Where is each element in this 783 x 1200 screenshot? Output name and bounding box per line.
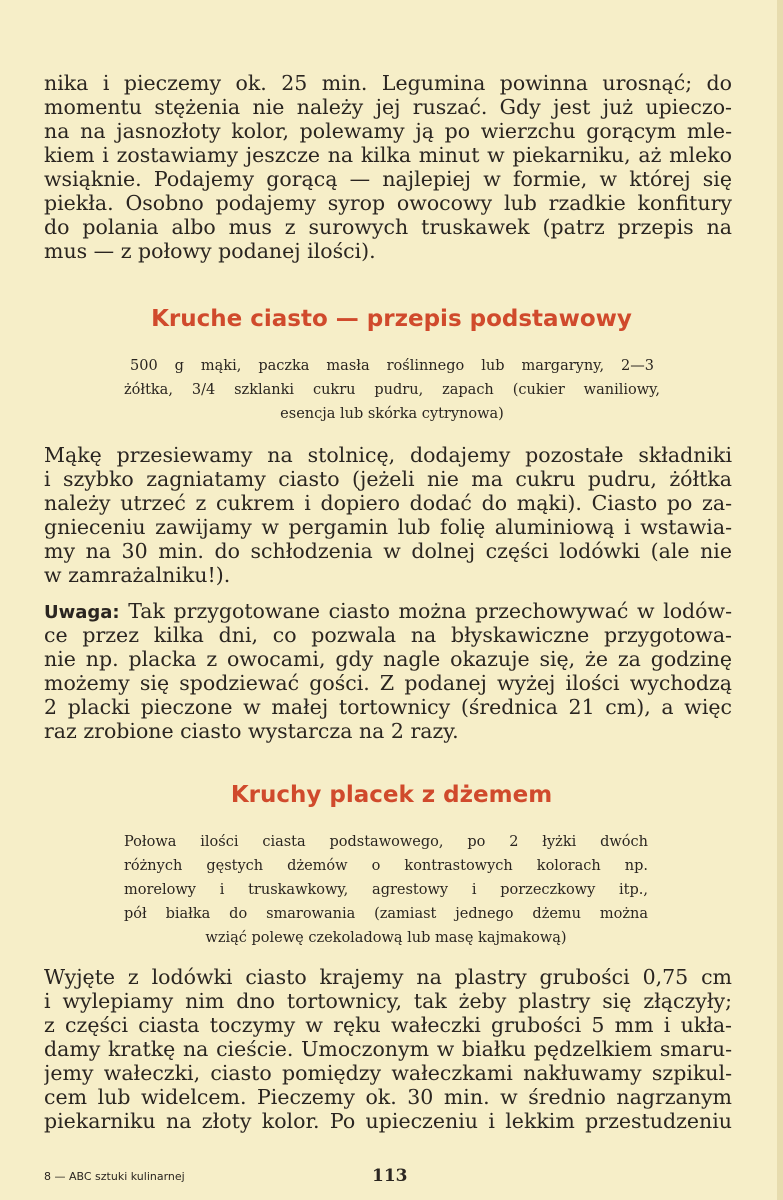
ingredient-line: 500 g mąki, paczka masła roślinnego lub margaryny, 2—3 bbox=[130, 358, 654, 374]
note-line: ce przez kilka dni, co pozwala na błyskawiczne przygotowa- bbox=[44, 624, 732, 647]
method-line: i szybko zagniatamy ciasto (jeżeli nie ma cukru pudru, żółtka bbox=[44, 468, 732, 491]
method-line: cem lub widelcem. Pieczemy ok. 30 min. w średnio nagrzanym bbox=[44, 1086, 732, 1109]
ingredient-line: esencja lub skórka cytrynowa) bbox=[280, 406, 504, 422]
recipe-title: Kruche ciasto — przepis podstawowy bbox=[151, 306, 632, 332]
method-line: gnieceniu zawijamy w pergamin lub folię aluminiową i wstawia- bbox=[44, 516, 732, 539]
intro-line: mus — z połowy podanej ilości). bbox=[44, 240, 376, 263]
page-edge bbox=[777, 0, 783, 1200]
intro-line: piekła. Osobno podajemy syrop owocowy lub rzadkie konfitury bbox=[44, 192, 732, 215]
intro-line: wsiąknie. Podajemy gorącą — najlepiej w formie, w której się bbox=[44, 168, 732, 191]
method-line: i wylepiamy nim dno tortownicy, tak żeby plastry się złączyły; bbox=[44, 990, 732, 1013]
method-line: my na 30 min. do schłodzenia w dolnej części lodówki (ale nie bbox=[44, 540, 732, 563]
ingredient-line: żółtka, 3/4 szklanki cukru pudru, zapach (cukier waniliowy, bbox=[124, 382, 660, 398]
note-line: możemy się spodziewać gości. Z podanej wyżej ilości wychodzą bbox=[44, 672, 732, 695]
note-line: nie np. placka z owocami, gdy nagle okazuje się, że za godzinę bbox=[44, 648, 732, 671]
ingredient-line: pół białka do smarowania (zamiast jednego dżemu można bbox=[124, 906, 648, 922]
ingredient-line: morelowy i truskawkowy, agrestowy i porzeczkowy itp., bbox=[124, 882, 648, 898]
method-line: jemy wałeczki, ciasto pomiędzy wałeczkami nakłuwamy szpikul- bbox=[44, 1062, 732, 1085]
intro-line: kiem i zostawiamy jeszcze na kilka minut w piekarniku, aż mleko bbox=[44, 144, 732, 167]
note-line: raz zrobione ciasto wystarcza na 2 razy. bbox=[44, 720, 459, 743]
intro-line: momentu stężenia nie należy jej ruszać. Gdy jest już upieczo- bbox=[44, 96, 732, 119]
method-line: Wyjęte z lodówki ciasto krajemy na plastry grubości 0,75 cm bbox=[44, 966, 732, 989]
note-text: Tak przygotowane ciasto można przechowywać w lodów- bbox=[119, 600, 732, 623]
method-line: piekarniku na złoty kolor. Po upieczeniu i lekkim przestudzeniu bbox=[44, 1110, 732, 1133]
ingredient-line: wziąć polewę czekoladową lub masę kajmakową) bbox=[205, 930, 567, 946]
method-line: należy utrzeć z cukrem i dopiero dodać do mąki). Ciasto po za- bbox=[44, 492, 732, 515]
intro-line: do polania albo mus z surowych truskawek (patrz przepis na bbox=[44, 216, 732, 239]
page-number: 113 bbox=[372, 1166, 408, 1186]
ingredient-line: różnych gęstych dżemów o kontrastowych kolorach np. bbox=[124, 858, 648, 874]
intro-line: nika i pieczemy ok. 25 min. Legumina powinna urosnąć; do bbox=[44, 72, 732, 95]
method-line: Mąkę przesiewamy na stolnicę, dodajemy pozostałe składniki bbox=[44, 444, 732, 467]
note-label: Uwaga: bbox=[44, 602, 120, 623]
method-line: z części ciasta toczymy w ręku wałeczki grubości 5 mm i ukła- bbox=[44, 1014, 732, 1037]
method-line: damy kratkę na cieście. Umoczonym w białku pędzelkiem smaru- bbox=[44, 1038, 732, 1061]
recipe-title: Kruchy placek z dżemem bbox=[230, 782, 553, 808]
note-line: 2 placki pieczone w małej tortownicy (średnica 21 cm), a więc bbox=[44, 696, 732, 719]
ingredient-line: Połowa ilości ciasta podstawowego, po 2 łyżki dwóch bbox=[124, 834, 648, 850]
intro-line: na na jasnozłoty kolor, polewamy ją po wierzchu gorącym mle- bbox=[44, 120, 732, 143]
note-line-first bbox=[44, 600, 732, 624]
footer-book-title: 8 — ABC sztuki kulinarnej bbox=[44, 1170, 185, 1183]
method-line: w zamrażalniku!). bbox=[44, 564, 231, 587]
